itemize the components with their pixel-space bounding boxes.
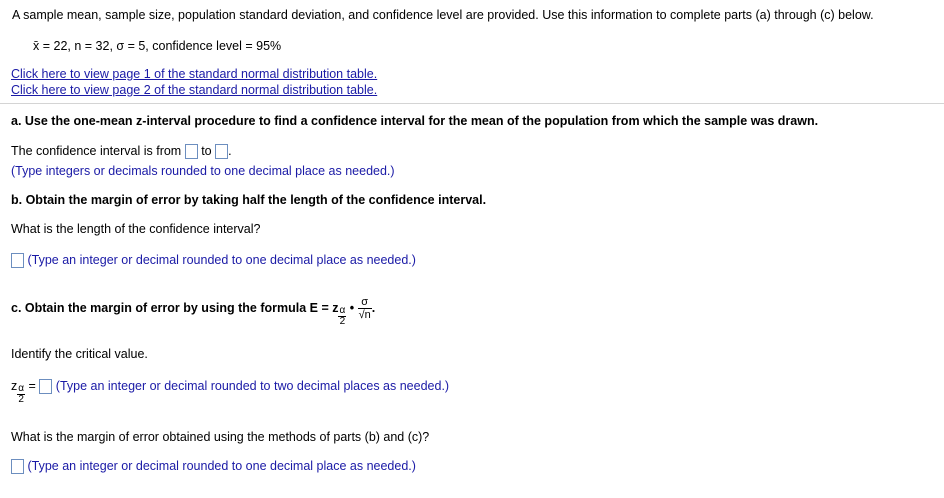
moe-question: What is the margin of error obtained using the methods of parts (b) and (c)? <box>11 430 430 444</box>
critical-value-label: Identify the critical value. <box>11 347 148 361</box>
intro-text: A sample mean, sample size, population standard deviation, and confidence level are provided. Use this information to complete parts (a) through (c) below. <box>12 8 874 22</box>
z-symbol: z <box>11 378 18 393</box>
part-c-heading <box>11 296 376 327</box>
two-denominator: 2 <box>339 316 346 327</box>
part-b-note: (Type an integer or decimal rounded to one decimal place as needed.) <box>27 253 416 267</box>
part-a-prompt-prefix: The confidence interval is from <box>11 144 182 158</box>
ci-lower-input[interactable] <box>185 144 198 159</box>
moe-answer-row <box>11 459 416 474</box>
part-b-question: What is the length of the confidence interval? <box>11 222 261 236</box>
part-a-heading: a. Use the one-mean z-interval procedure to find a confidence interval for the mean of the population from which the sample was drawn. <box>11 114 819 128</box>
alpha-numerator: α <box>339 305 346 316</box>
moe-note: (Type an integer or decimal rounded to one decimal place as needed.) <box>27 459 416 473</box>
critical-value-note: (Type an integer or decimal rounded to two decimal places as needed.) <box>55 378 450 393</box>
ci-length-input[interactable] <box>11 253 24 268</box>
z-two-denominator: 2 <box>18 394 24 405</box>
ci-upper-input[interactable] <box>215 144 228 159</box>
part-a-prompt <box>11 144 232 159</box>
sqrt-n-denominator: √n <box>358 309 371 321</box>
part-a-prompt-mid: to <box>201 144 212 158</box>
z-alpha-numerator: α <box>18 383 25 394</box>
part-b-heading: b. Obtain the margin of error by taking half the length of the confidence interval. <box>11 193 487 207</box>
critical-value-row <box>11 376 450 405</box>
moe-input[interactable] <box>11 459 24 474</box>
critical-value-input[interactable] <box>39 379 52 394</box>
divider <box>0 103 944 104</box>
alpha-over-two <box>338 306 346 327</box>
part-a-prompt-end: . <box>228 144 232 158</box>
z-alpha-over-two <box>17 384 25 405</box>
multiply-dot: • <box>349 300 355 315</box>
table-page-2-link[interactable]: Click here to view page 2 of the standard normal distribution table. <box>11 83 378 97</box>
part-c-heading-prefix: c. Obtain the margin of error by using the formula E = z <box>11 300 339 315</box>
part-a-note: (Type integers or decimals rounded to one decimal place as needed.) <box>11 164 395 178</box>
sigma-over-sqrt-n <box>358 296 372 321</box>
part-c-heading-end: . <box>371 300 376 315</box>
part-b-answer-row <box>11 253 416 268</box>
sigma-numerator: σ <box>358 296 372 309</box>
equals-sign: = <box>28 378 36 393</box>
given-values: x̄ = 22, n = 32, σ = 5, confidence level = 95% <box>33 39 282 53</box>
table-page-1-link[interactable]: Click here to view page 1 of the standard normal distribution table. <box>11 67 378 81</box>
